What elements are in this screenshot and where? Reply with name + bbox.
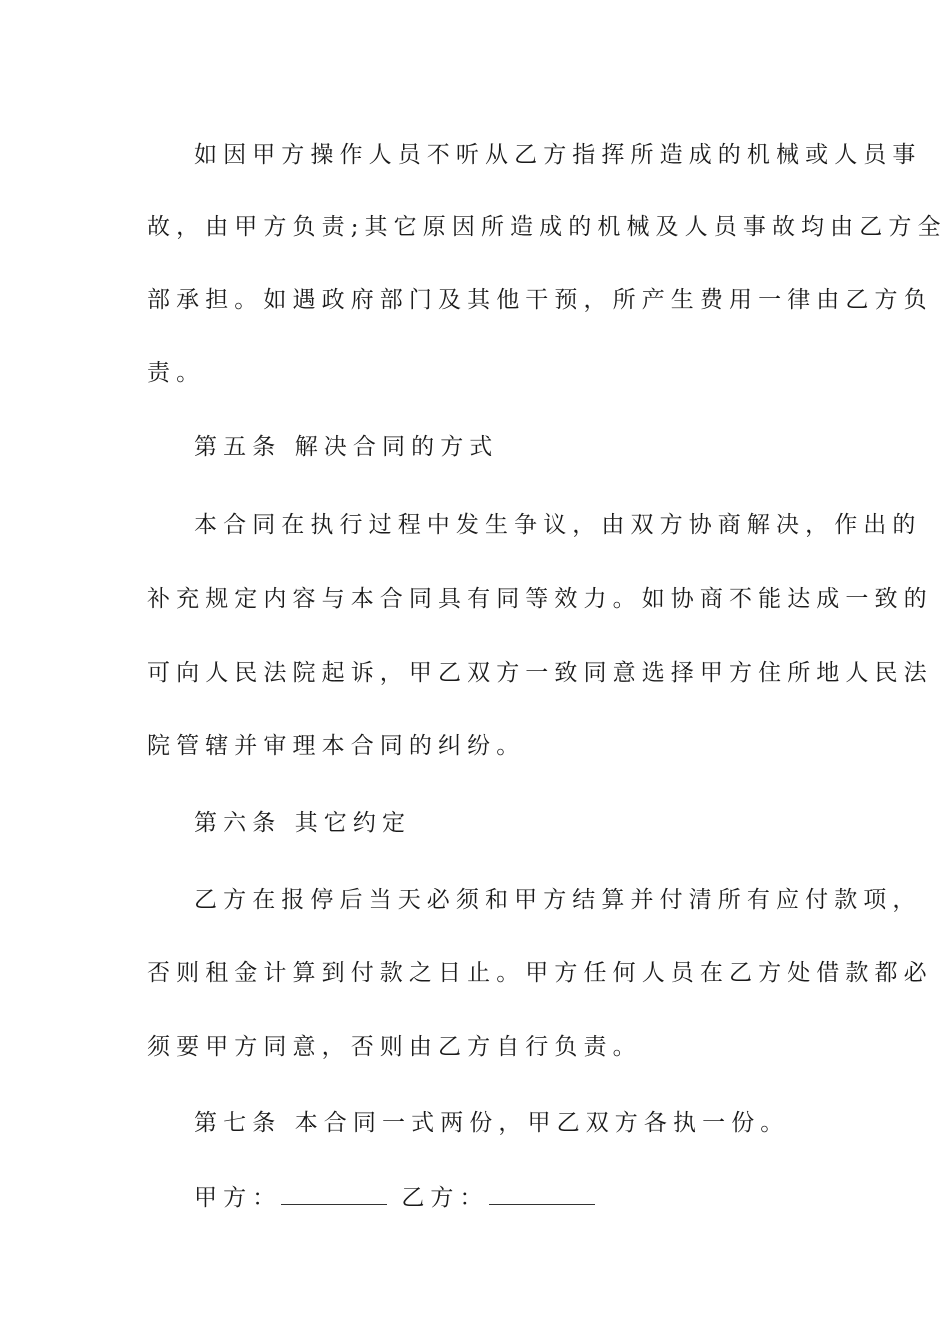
signature-line bbox=[194, 1183, 807, 1213]
paragraph-3-line-1: 乙方在报停后当天必须和甲方结算并付清所有应付款项， bbox=[194, 887, 922, 913]
paragraph-2-line-3: 可向人民法院起诉，甲乙双方一致同意选择甲方住所地人民法 bbox=[147, 660, 933, 686]
paragraph-2-line-2: 补充规定内容与本合同具有同等效力。如协商不能达成一致的 bbox=[147, 586, 933, 612]
party-a-label: 甲方： bbox=[194, 1185, 282, 1211]
paragraph-2-line-4: 院管辖并审理本合同的纠纷。 bbox=[147, 733, 526, 759]
paragraph-1-line-4: 责。 bbox=[147, 360, 206, 386]
article-7-text: 第七条 本合同一式两份，甲乙双方各执一份。 bbox=[194, 1110, 790, 1136]
paragraph-1-line-3: 部承担。如遇政府部门及其他干预，所产生费用一律由乙方负 bbox=[147, 287, 933, 313]
party-b-label: 乙方： bbox=[401, 1185, 489, 1211]
party-a-signature-blank[interactable] bbox=[281, 1184, 387, 1205]
article-5-heading: 第五条 解决合同的方式 bbox=[194, 434, 499, 460]
paragraph-2-line-1: 本合同在执行过程中发生争议，由双方协商解决，作出的 bbox=[194, 512, 922, 538]
party-b-signature-blank[interactable] bbox=[489, 1184, 595, 1205]
paragraph-3-line-2: 否则租金计算到付款之日止。甲方任何人员在乙方处借款都必 bbox=[147, 960, 933, 986]
article-6-heading: 第六条 其它约定 bbox=[194, 810, 412, 836]
paragraph-3-line-3: 须要甲方同意，否则由乙方自行负责。 bbox=[147, 1034, 642, 1060]
paragraph-1-line-2: 故，由甲方负责;其它原因所造成的机械及人员事故均由乙方全 bbox=[147, 214, 947, 240]
paragraph-1-line-1: 如因甲方操作人员不听从乙方指挥所造成的机械或人员事 bbox=[194, 142, 922, 168]
